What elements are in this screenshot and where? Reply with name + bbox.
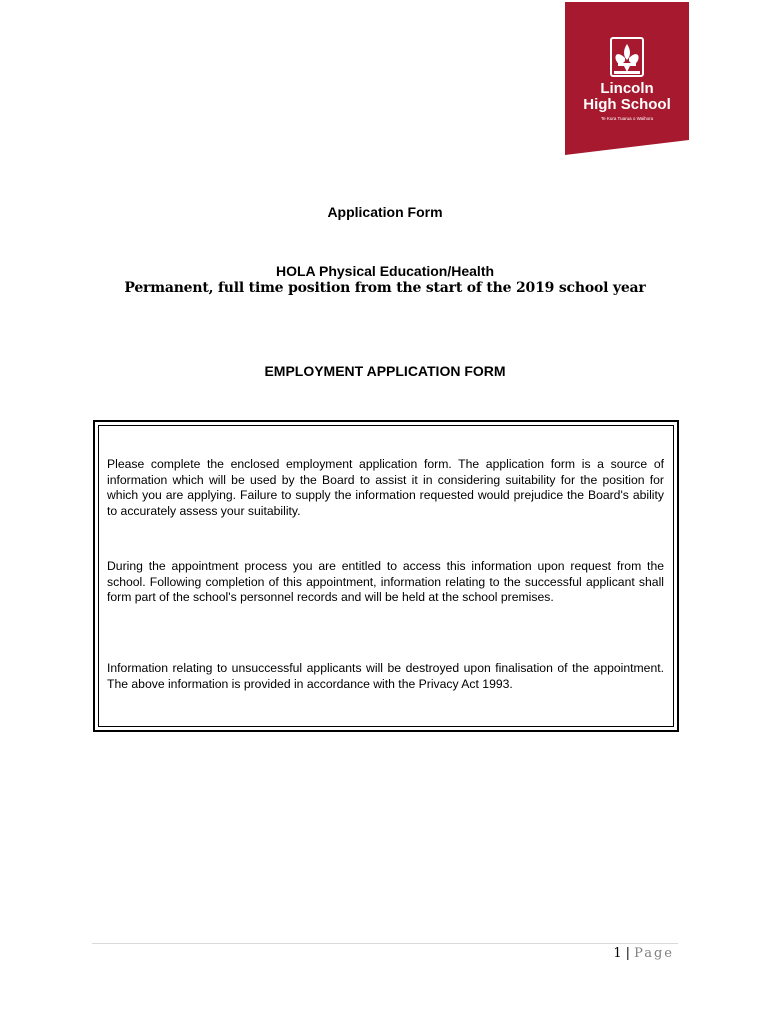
notice-paragraph-1: Please complete the enclosed employment application form. The application form is a source of information which will be used by the Board to assist it in considering suitability for the position for which you are applying. Failure to supply the information requested would prejudice the Board's ability to accurately assess your suitability. bbox=[107, 457, 664, 518]
position-subtitle: Permanent, full time position from the start of the 2019 school year bbox=[124, 280, 646, 296]
logo-line2: High School bbox=[583, 96, 671, 113]
page-separator: | bbox=[625, 946, 631, 961]
notice-box bbox=[93, 420, 679, 732]
logo-line1: Lincoln bbox=[600, 80, 654, 97]
logo-motto: Te Kura Tuarua o Waihora bbox=[600, 116, 654, 121]
notice-paragraph-3: Information relating to unsuccessful applicants will be destroyed upon finalisation of the appointment. The above information is provided in accordance with the Privacy Act 1993. bbox=[107, 661, 664, 691]
school-logo bbox=[565, 2, 689, 155]
notice-paragraph-2: During the appointment process you are entitled to access this information upon request from the school. Following completion of this appointment, information relating to the successful applicant shall form part of the school's personnel records and will be held at the school premises. bbox=[107, 559, 664, 604]
document-title: Application Form bbox=[327, 204, 443, 220]
page-word: Page bbox=[634, 946, 674, 961]
position-title: HOLA Physical Education/Health bbox=[275, 263, 495, 279]
logo-banner bbox=[565, 2, 689, 155]
footer-rule bbox=[92, 943, 678, 944]
page-footer bbox=[613, 946, 674, 961]
page-number: 1 bbox=[613, 946, 622, 961]
form-heading: EMPLOYMENT APPLICATION FORM bbox=[264, 363, 506, 379]
